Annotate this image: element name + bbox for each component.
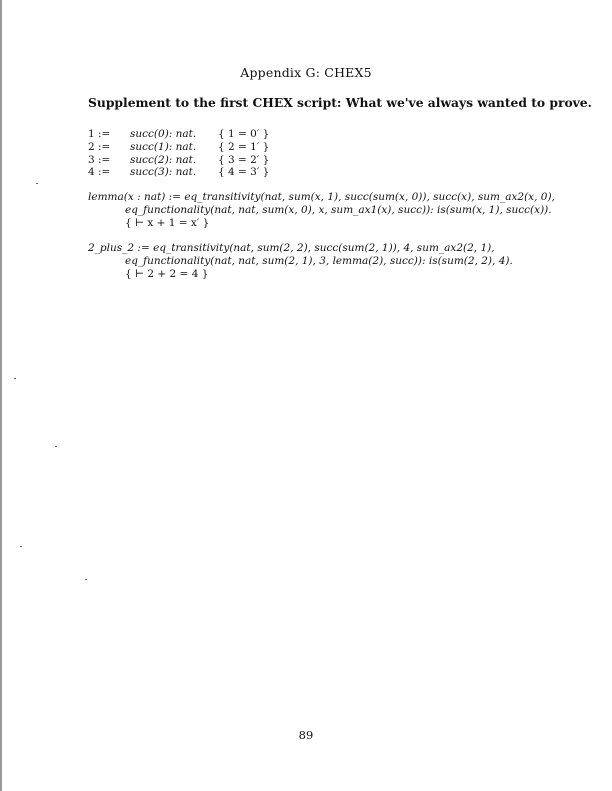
page-number: 89: [298, 728, 314, 742]
scan-speck: [20, 546, 22, 547]
scan-speck: [14, 378, 16, 379]
scan-speck: [55, 446, 57, 447]
definition-lhs: 3 :=: [88, 153, 111, 166]
definition-rhs: succ(1): nat.: [130, 140, 197, 153]
definition-comment: { 3 = 2′ }: [218, 153, 270, 166]
section-subtitle: Supplement to the first CHEX script: What we've always wanted to prove.: [88, 95, 592, 110]
scan-edge-line: [0, 0, 2, 791]
definition-comment: { 1 = 0′ }: [218, 128, 270, 140]
two-plus-two-comment: { ⊢ 2 + 2 = 4 }: [125, 267, 209, 280]
definition-rhs: succ(3): nat.: [130, 166, 197, 179]
definition-row: [88, 141, 588, 154]
definition-rhs: succ(2): nat.: [130, 153, 197, 166]
two-plus-two-line-1: 2_plus_2 := eq_transitivity(nat, sum(2, 2), succ(sum(2, 1)), 4, sum_ax2(2, 1),: [88, 242, 495, 254]
definition-row: [88, 128, 588, 141]
two-plus-two-definition: [88, 242, 588, 280]
definition-lhs: 2 :=: [88, 140, 111, 153]
definition-row: [88, 154, 588, 167]
definition-rhs: succ(0): nat.: [130, 128, 197, 140]
scan-speck: [36, 183, 38, 184]
definition-comment: { 4 = 3′ }: [218, 166, 270, 179]
definition-comment: { 2 = 1′ }: [218, 140, 270, 153]
definition-row: [88, 166, 588, 179]
page-title: Appendix G: CHEX5: [240, 65, 372, 80]
lemma-comment: { ⊢ x + 1 = x′ }: [125, 216, 210, 229]
lemma-line-1: lemma(x : nat) := eq_transitivity(nat, sum(x, 1), succ(sum(x, 0)), succ(x), sum_ax2(x, 0),: [88, 191, 555, 203]
definition-lhs: 4 :=: [88, 166, 111, 179]
definition-lhs: 1 :=: [88, 128, 111, 140]
numeral-definitions: [88, 128, 588, 179]
two-plus-two-line-2: eq_functionality(nat, nat, sum(2, 1), 3, lemma(2), succ)): is(sum(2, 2), 4).: [125, 254, 513, 267]
lemma-line-2: eq_functionality(nat, nat, sum(x, 0), x, sum_ax1(x), succ)): is(sum(x, 1), succ(x)).: [125, 203, 552, 216]
lemma-definition: [88, 191, 588, 229]
scan-speck: [85, 579, 87, 580]
